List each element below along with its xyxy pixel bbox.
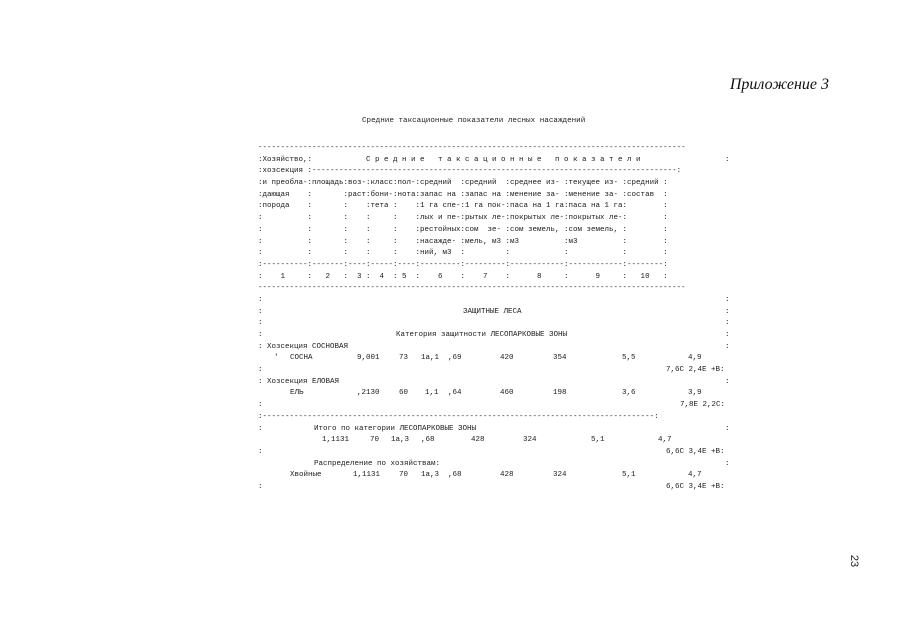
column-numbers-row — [258, 272, 668, 284]
composition-row — [258, 482, 725, 494]
section-label: : Хозсекция ЕЛОВАЯ — [258, 377, 340, 386]
table-text: : — [258, 295, 263, 304]
stock-cell: 460 — [500, 389, 514, 398]
table-text: : — [725, 459, 730, 468]
table-row — [258, 353, 702, 365]
avg-change-cell: 3,6 — [622, 389, 636, 398]
table-rule — [258, 283, 686, 295]
table-text: ' — [274, 354, 279, 363]
table-text: : — [258, 401, 263, 410]
avg-change-cell: 5,1 — [591, 436, 605, 445]
composition-row — [258, 365, 725, 377]
header-cell: :хозсекция :---------------------------------------------------------------------------------: — [258, 167, 682, 176]
section-title-row — [258, 307, 730, 319]
species-cell: СОСНА — [290, 354, 313, 363]
age-cell: 70 — [399, 471, 409, 480]
avg-change-cell: 5,1 — [622, 471, 636, 480]
total-title: Итого по категории ЛЕСОПАРКОВЫЕ ЗОНЫ — [314, 424, 477, 433]
composition-cell: 6,6С 3,4Е +В: — [666, 482, 725, 491]
table-text: :----------:-------:----:-----:----:---------:---------:------------:------------:--------: — [258, 260, 668, 269]
header-cell: : : : : : :рестойных:сом зе- :сом земель, :сом земель, : : — [258, 225, 668, 234]
density-cell: ,68 — [421, 436, 435, 445]
header-cell: :порода : : :тета : :1 га спе-:1 га пок-:паса на 1 га:паса на 1 га: : — [258, 202, 668, 211]
table-text: : — [258, 424, 263, 433]
age-cell: 60 — [399, 389, 409, 398]
stock-covered-cell: 324 — [553, 471, 567, 480]
bonitet-cell: 1а,3 — [421, 471, 440, 480]
section-label: : Хозсекция СОСНОВАЯ — [258, 342, 349, 351]
header-cell: С р е д н и е т а к с а ц и о н н ы е п о к а з а т е л и — [366, 155, 641, 164]
table-row — [258, 470, 702, 482]
stock-cell: 428 — [471, 436, 485, 445]
table-row — [258, 435, 672, 447]
table-text: ----------------------------------------------------------------------------------------------- — [258, 284, 686, 293]
table-text: : — [258, 447, 263, 456]
density-cell: ,64 — [448, 389, 462, 398]
header-row — [258, 213, 668, 225]
table-text: : — [258, 331, 263, 339]
age-cell: 73 — [399, 354, 409, 363]
distribution-title-row — [258, 459, 730, 471]
stock-covered-cell: 198 — [553, 389, 567, 398]
table-rule-top — [258, 143, 686, 155]
table-text: : — [725, 307, 730, 316]
header-row — [258, 201, 668, 213]
table-text: : — [725, 342, 730, 351]
table-text: :---------------------------------------------------------------------------------------: — [258, 412, 659, 421]
stock-cell: 420 — [500, 354, 514, 363]
current-change-cell: 4,7 — [658, 436, 672, 445]
density-cell: ,69 — [448, 354, 462, 363]
table-text: : — [725, 331, 730, 339]
age-cell: 70 — [370, 436, 380, 445]
area-cell: 1,1131 — [353, 471, 381, 480]
section-row — [258, 342, 730, 354]
area-cell: 1,1131 — [322, 436, 350, 445]
area-cell: 9,001 — [357, 354, 380, 363]
table-text: : — [725, 319, 730, 328]
table-text: : — [725, 377, 730, 386]
table-text: : — [258, 319, 263, 328]
blank-row — [258, 318, 730, 330]
table-text: : — [725, 424, 730, 433]
group-cell: Хвойные — [290, 471, 322, 480]
table-title: Средние таксационные показатели лесных насаждений — [362, 117, 586, 125]
area-cell: ,2130 — [357, 389, 380, 398]
header-rule — [258, 260, 668, 272]
current-change-cell: 3,9 — [688, 389, 702, 398]
density-cell: ,68 — [448, 471, 462, 480]
header-cell: : — [725, 155, 730, 164]
avg-change-cell: 5,5 — [622, 354, 636, 363]
header-row — [258, 190, 668, 202]
category-row — [258, 330, 730, 342]
section-title: ЗАЩИТНЫЕ ЛЕСА — [463, 307, 522, 316]
table-row — [258, 388, 702, 400]
table-text: : — [258, 307, 263, 316]
total-title-row — [258, 424, 730, 436]
header-row — [258, 225, 668, 237]
header-cell: : : : : : :ний, м3 : : : : : — [258, 249, 668, 258]
table-text: : — [258, 482, 263, 491]
table-text: : — [258, 366, 263, 375]
header-cell: :дающая : :раст:бони-:нота:запас на :запас на :менение за- :менение за- :состав : — [258, 190, 668, 199]
header-cell: :Хозяйство,: — [258, 155, 313, 164]
header-cell: :и преобла-:площадь:воз-:класс:пол-:средний :средний :среднее из- :текущее из- :средний : — [258, 179, 668, 188]
bonitet-cell: 1а,3 — [391, 436, 410, 445]
header-cell: : : : : : :насажде- :мель, м3 :м3 :м3 : : — [258, 237, 668, 246]
header-row — [258, 178, 668, 190]
blank-row — [258, 295, 730, 307]
section-row — [258, 377, 730, 389]
current-change-cell: 4,9 — [688, 354, 702, 363]
current-change-cell: 4,7 — [688, 471, 702, 480]
bonitet-cell: 1,1 — [425, 389, 439, 398]
stock-cell: 428 — [500, 471, 514, 480]
species-cell: ЕЛЬ — [290, 389, 304, 398]
header-row — [258, 166, 682, 178]
distribution-title: Распределение по хозяйствам: — [314, 459, 441, 468]
header-row — [258, 155, 730, 167]
table-text: ----------------------------------------------------------------------------------------------- — [258, 144, 686, 152]
stock-covered-cell: 354 — [553, 354, 567, 363]
composition-row — [258, 447, 725, 459]
header-row — [258, 237, 668, 249]
taxation-table — [258, 143, 730, 494]
table-text: : 1 : 2 : 3 : 4 : 5 : 6 : 7 : 8 : 9 : 10 : — [258, 272, 668, 281]
header-row — [258, 248, 668, 260]
table-text: : — [725, 295, 730, 304]
stock-covered-cell: 324 — [523, 436, 537, 445]
appendix-label: Приложение 3 — [729, 76, 829, 93]
composition-cell: 7,6С 2,4Е +В: — [666, 366, 725, 375]
composition-cell: 7,8Е 2,2С: — [680, 401, 726, 410]
page-number: 23 — [848, 554, 861, 568]
table-rule — [258, 412, 659, 424]
composition-row — [258, 400, 726, 412]
composition-cell: 6,6С 3,4Е +В: — [666, 447, 725, 456]
bonitet-cell: 1а,1 — [421, 354, 440, 363]
category-title: Категория защитности ЛЕСОПАРКОВЫЕ ЗОНЫ — [396, 331, 568, 339]
header-cell: : : : : : :лых и пе-:рытых ле-:покрытых ле-:покрытых ле-: : — [258, 214, 668, 223]
